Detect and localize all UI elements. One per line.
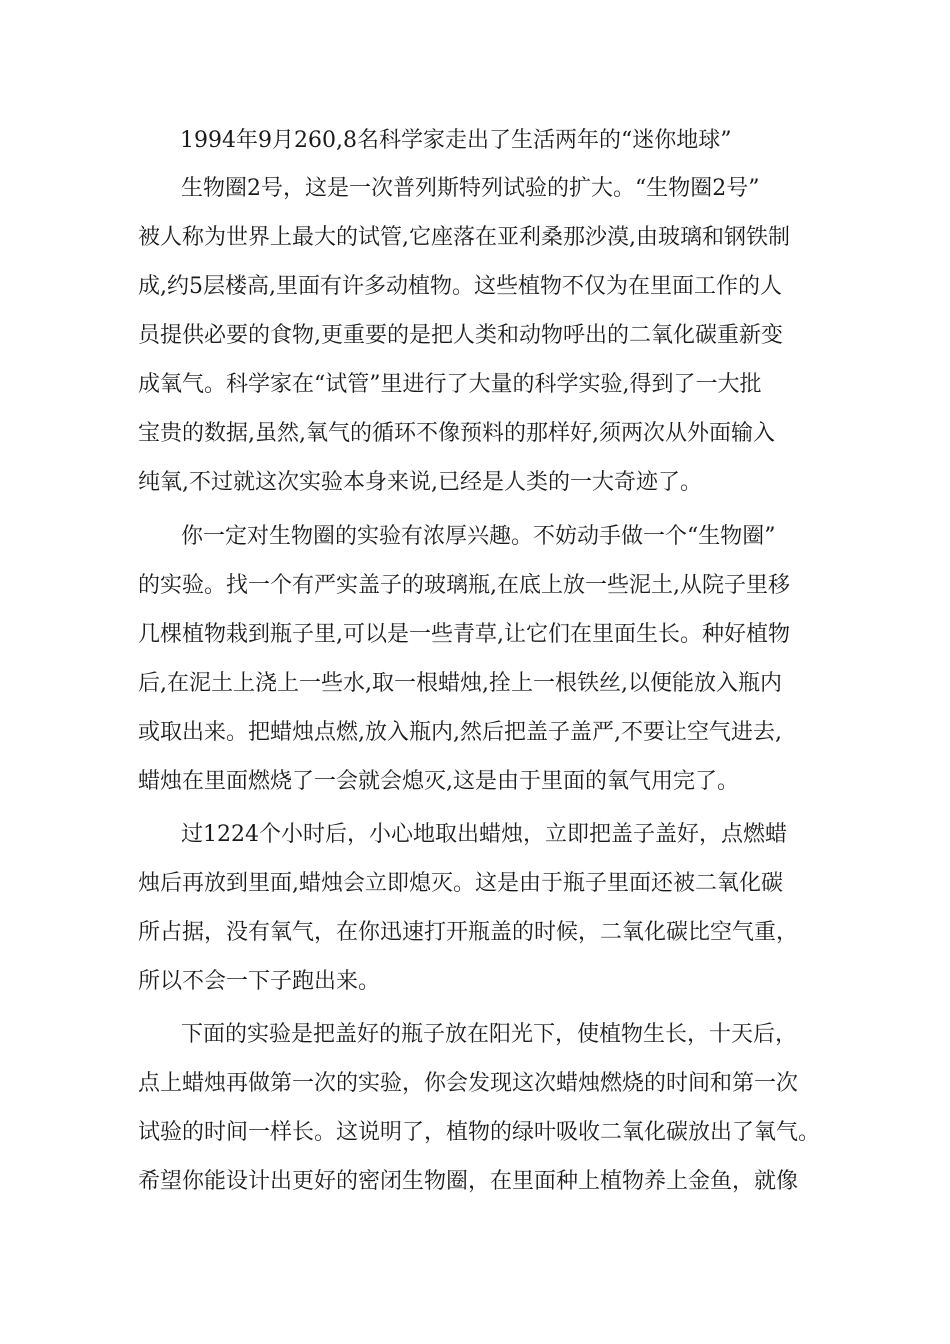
paragraph-1-line-4: 成,约5层楼高,里面有许多动植物。这些植物不仅为在里面工作的人 <box>138 274 782 299</box>
paragraph-4-line-2: 点上蜡烛再做第一次的实验，你会发现这次蜡烛燃烧的时间和第一次 <box>138 1071 799 1096</box>
paragraph-1-line-1: 1994年9月260,8名科学家走出了生活两年的“迷你地球” <box>180 128 732 153</box>
paragraph-1-line-7: 宝贵的数据,虽然,氧气的循环不像预料的那样好,须两次从外面输入 <box>138 421 775 446</box>
paragraph-1-line-3: 被人称为世界上最大的试管,它座落在亚利桑那沙漠,由玻璃和钢铁制 <box>138 225 790 250</box>
paragraph-4-line-1: 下面的实验是把盖好的瓶子放在阳光下，使植物生长，十天后， <box>181 1022 798 1047</box>
paragraph-4-line-3: 试验的时间一样长。这说明了，植物的绿叶吸收二氧化碳放出了氧气。 <box>138 1120 821 1145</box>
paragraph-1-line-8: 纯氧,不过就这次实验本身来说,已经是人类的一大奇迹了。 <box>138 470 702 495</box>
paragraph-1-line-5: 员提供必要的食物,更重要的是把人类和动物呼出的二氧化碳重新变 <box>138 323 783 348</box>
paragraph-3-line-1: 过1224个小时后，小心地取出蜡烛，立即把盖子盖好，点燃蜡 <box>181 822 787 847</box>
paragraph-2-line-5: 或取出来。把蜡烛点燃,放入瓶内,然后把盖子盖严,不要让空气进去, <box>138 720 782 745</box>
paragraph-2-line-6: 蜡烛在里面燃烧了一会就会熄灭,这是由于里面的氧气用完了。 <box>138 769 739 794</box>
paragraph-1-line-6: 成氧气。科学家在“试管”里进行了大量的科学实验,得到了一大批 <box>138 372 762 397</box>
paragraph-3-line-2: 烛后再放到里面,蜡烛会立即熄灭。这是由于瓶子里面还被二氧化碳 <box>138 871 783 896</box>
paragraph-1-line-2: 生物圈2号，这是一次普列斯特列试验的扩大。“生物圈2号” <box>181 176 760 201</box>
paragraph-3-line-4: 所以不会一下子跑出来。 <box>138 969 381 994</box>
paragraph-3-line-3: 所占据，没有氧气，在你迅速打开瓶盖的时候，二氧化碳比空气重， <box>138 920 799 945</box>
paragraph-2-line-2: 的实验。找一个有严实盖子的玻璃瓶,在底上放一些泥土,从院子里移 <box>138 573 790 598</box>
paragraph-2-line-1: 你一定对生物圈的实验有浓厚兴趣。不妨动手做一个“生物圈” <box>181 524 776 549</box>
paragraph-4-line-4: 希望你能设计出更好的密闭生物圈，在里面种上植物养上金鱼，就像 <box>138 1169 799 1194</box>
paragraph-2-line-3: 几棵植物栽到瓶子里,可以是一些青草,让它们在里面生长。种好植物 <box>138 622 790 647</box>
paragraph-2-line-4: 后,在泥土上浇上一些水,取一根蜡烛,拴上一根铁丝,以便能放入瓶内 <box>138 671 782 696</box>
